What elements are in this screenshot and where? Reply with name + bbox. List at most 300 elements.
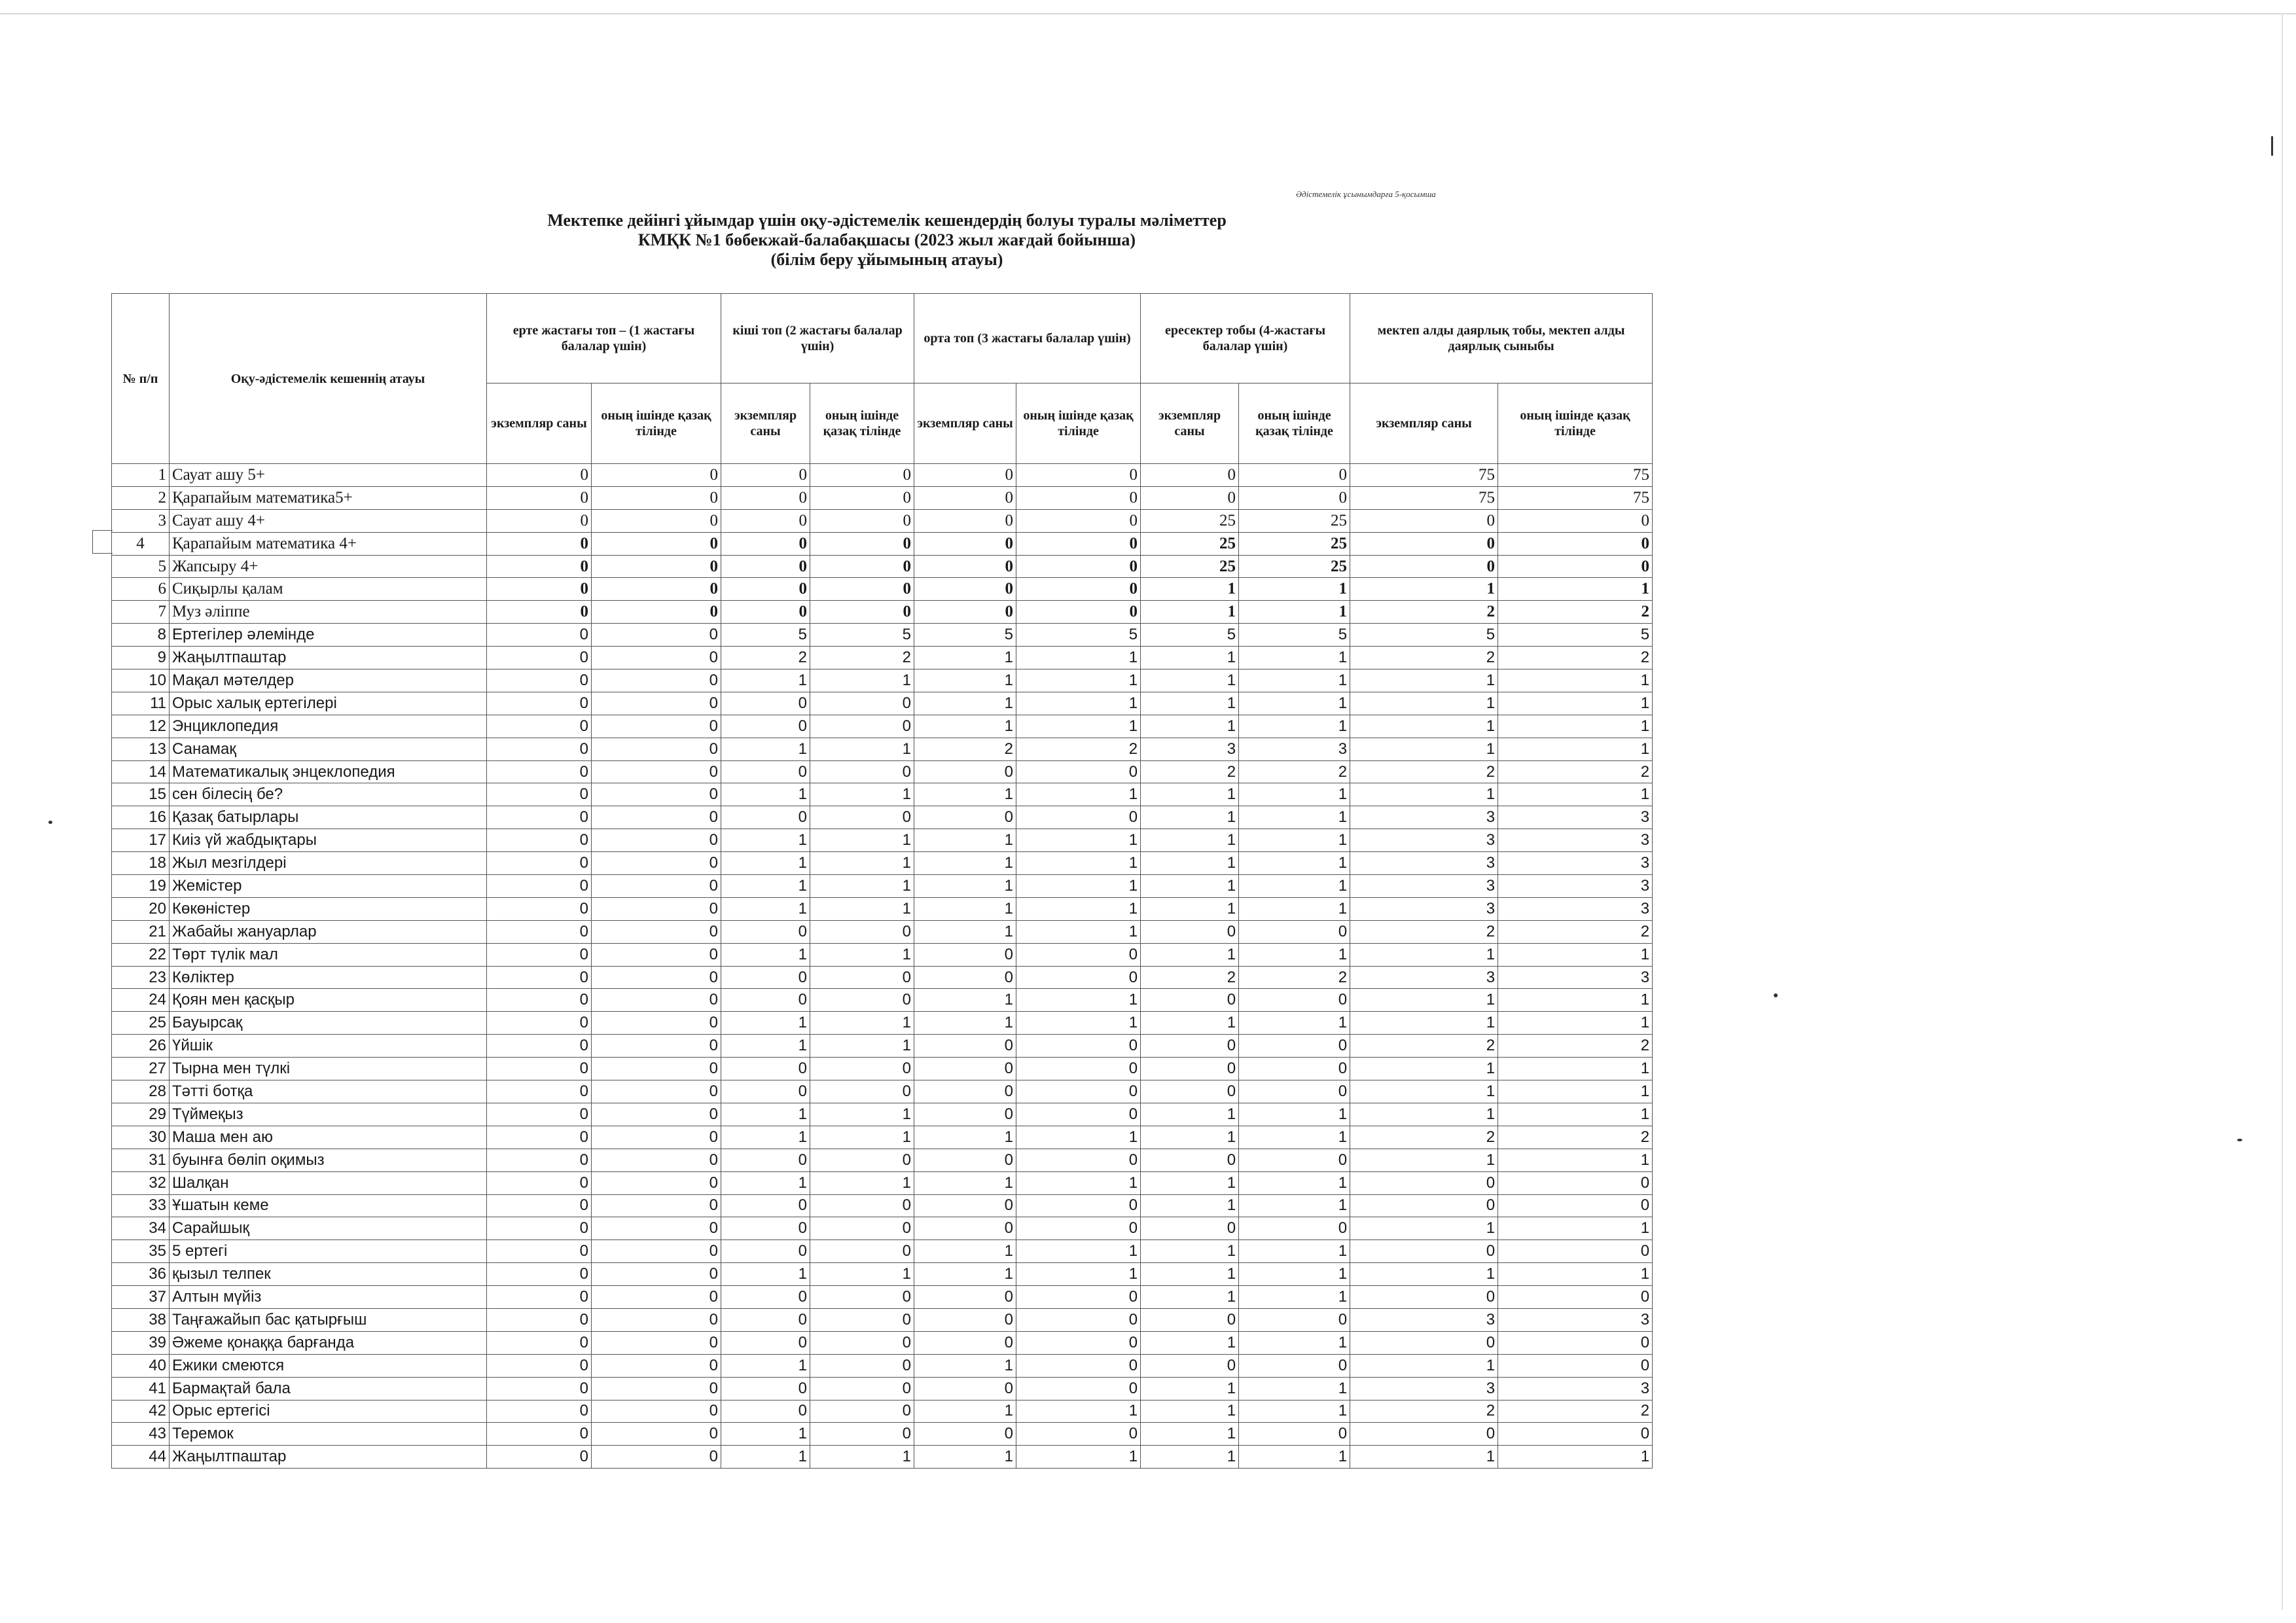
copies-count: 1 — [1141, 852, 1239, 875]
kit-name: Көкөністер — [170, 897, 487, 920]
row-number: 17 — [112, 829, 170, 852]
table-row — [112, 669, 1653, 692]
kazakh-copies-count: 0 — [1016, 464, 1141, 487]
subheader-copies: экземпляр саны — [1141, 383, 1239, 464]
kit-name: Жемістер — [170, 875, 487, 898]
copies-count: 0 — [487, 829, 592, 852]
copies-count: 0 — [487, 1263, 592, 1286]
kazakh-copies-count: 1 — [1239, 1126, 1350, 1149]
kit-name: Жапсыру 4+ — [170, 555, 487, 578]
kazakh-copies-count: 3 — [1498, 897, 1653, 920]
kazakh-copies-count: 1 — [810, 1012, 914, 1035]
kazakh-copies-count: 0 — [1016, 1149, 1141, 1171]
kazakh-copies-count: 1 — [1016, 1446, 1141, 1469]
copies-count: 0 — [1141, 1308, 1239, 1331]
copies-count: 1 — [1350, 1217, 1498, 1240]
kit-name: Орыс ертегісі — [170, 1400, 487, 1423]
copies-count: 0 — [487, 601, 592, 624]
kazakh-copies-count: 0 — [810, 1149, 914, 1171]
copies-count: 0 — [487, 1308, 592, 1331]
copies-count: 0 — [914, 1103, 1016, 1126]
kazakh-copies-count: 0 — [592, 738, 721, 760]
row-number: 26 — [112, 1035, 170, 1058]
kazakh-copies-count: 1 — [1498, 783, 1653, 806]
copies-count: 0 — [1350, 1171, 1498, 1194]
kazakh-copies-count: 2 — [1498, 920, 1653, 943]
copies-count: 0 — [1141, 1217, 1239, 1240]
copies-count: 1 — [1350, 943, 1498, 966]
copies-count: 1 — [721, 1423, 810, 1446]
kazakh-copies-count: 1 — [1498, 1217, 1653, 1240]
row-number: 9 — [112, 647, 170, 669]
subheader-copies: экземпляр саны — [487, 383, 592, 464]
copies-count: 5 — [1350, 624, 1498, 647]
table-row — [112, 601, 1653, 624]
copies-count: 1 — [1350, 1080, 1498, 1103]
row-number: 3 — [112, 509, 170, 532]
table-row — [112, 1217, 1653, 1240]
copies-count: 0 — [1141, 486, 1239, 509]
kazakh-copies-count: 3 — [1498, 1377, 1653, 1400]
kit-name: Сарайшық — [170, 1217, 487, 1240]
table-row — [112, 1240, 1653, 1263]
kazakh-copies-count: 1 — [1239, 875, 1350, 898]
copies-count: 1 — [721, 1171, 810, 1194]
kazakh-copies-count: 0 — [1498, 1331, 1653, 1354]
kazakh-copies-count: 2 — [1239, 966, 1350, 989]
copies-count: 1 — [721, 1035, 810, 1058]
copies-count: 1 — [1141, 1400, 1239, 1423]
copies-count: 1 — [914, 1446, 1016, 1469]
kazakh-copies-count: 0 — [1016, 1308, 1141, 1331]
copies-count: 3 — [1350, 966, 1498, 989]
copies-count: 0 — [1141, 1058, 1239, 1080]
row-number: 15 — [112, 783, 170, 806]
copies-count: 0 — [721, 1080, 810, 1103]
kazakh-copies-count: 0 — [592, 1286, 721, 1309]
copies-count: 0 — [487, 1149, 592, 1171]
kazakh-copies-count: 0 — [592, 1263, 721, 1286]
copies-count: 0 — [914, 464, 1016, 487]
copies-count: 1 — [1350, 715, 1498, 738]
kazakh-copies-count: 1 — [1239, 897, 1350, 920]
kazakh-copies-count: 1 — [1016, 1240, 1141, 1263]
kazakh-copies-count: 25 — [1239, 509, 1350, 532]
copies-count: 1 — [1350, 1058, 1498, 1080]
table-row — [112, 1331, 1653, 1354]
row-number: 23 — [112, 966, 170, 989]
kazakh-copies-count: 2 — [1498, 601, 1653, 624]
copies-count: 3 — [1350, 852, 1498, 875]
copies-count: 1 — [1141, 1331, 1239, 1354]
kazakh-copies-count: 0 — [810, 760, 914, 783]
copies-count: 0 — [721, 509, 810, 532]
copies-count: 0 — [914, 1058, 1016, 1080]
kazakh-copies-count: 0 — [810, 509, 914, 532]
kazakh-copies-count: 0 — [1016, 509, 1141, 532]
copies-count: 0 — [487, 1423, 592, 1446]
row-number: 37 — [112, 1286, 170, 1309]
kazakh-copies-count: 0 — [592, 966, 721, 989]
copies-count: 0 — [914, 555, 1016, 578]
kazakh-copies-count: 1 — [1239, 1331, 1350, 1354]
kazakh-copies-count: 3 — [1498, 966, 1653, 989]
kazakh-copies-count: 0 — [592, 1377, 721, 1400]
subheader-copies: экземпляр саны — [721, 383, 810, 464]
copies-count: 0 — [487, 555, 592, 578]
kazakh-copies-count: 1 — [1498, 1080, 1653, 1103]
copies-count: 1 — [1141, 647, 1239, 669]
kazakh-copies-count: 0 — [592, 1400, 721, 1423]
kazakh-copies-count: 0 — [592, 601, 721, 624]
kazakh-copies-count: 1 — [1239, 1286, 1350, 1309]
copies-count: 2 — [1141, 966, 1239, 989]
copies-count: 0 — [487, 1377, 592, 1400]
scan-edge-top — [0, 13, 2296, 14]
kazakh-copies-count: 0 — [1239, 1080, 1350, 1103]
copies-count: 1 — [721, 1354, 810, 1377]
copies-count: 0 — [914, 578, 1016, 601]
kazakh-copies-count: 0 — [1016, 578, 1141, 601]
subheader-kazakh: оның ішінде қазақ тілінде — [1498, 383, 1653, 464]
kazakh-copies-count: 0 — [1016, 1217, 1141, 1240]
row-number: 16 — [112, 806, 170, 829]
table-row — [112, 1012, 1653, 1035]
kit-name: Жаңылтпаштар — [170, 1446, 487, 1469]
kazakh-copies-count: 5 — [1016, 624, 1141, 647]
kazakh-copies-count: 0 — [1239, 1308, 1350, 1331]
kazakh-copies-count: 1 — [1239, 806, 1350, 829]
copies-count: 0 — [487, 692, 592, 715]
kazakh-copies-count: 1 — [1016, 1263, 1141, 1286]
table-row — [112, 920, 1653, 943]
copies-count: 0 — [721, 806, 810, 829]
copies-count: 3 — [1350, 897, 1498, 920]
kazakh-copies-count: 0 — [1016, 1377, 1141, 1400]
kazakh-copies-count: 0 — [592, 852, 721, 875]
kazakh-copies-count: 0 — [592, 806, 721, 829]
copies-count: 0 — [914, 1308, 1016, 1331]
kazakh-copies-count: 0 — [592, 783, 721, 806]
kazakh-copies-count: 0 — [1498, 1354, 1653, 1377]
kazakh-copies-count: 0 — [810, 1286, 914, 1309]
kazakh-copies-count: 0 — [592, 1194, 721, 1217]
row-number: 39 — [112, 1331, 170, 1354]
kit-name: сен білесің бе? — [170, 783, 487, 806]
kazakh-copies-count: 0 — [592, 647, 721, 669]
kazakh-copies-count: 0 — [810, 806, 914, 829]
table-row — [112, 829, 1653, 852]
kazakh-copies-count: 2 — [1498, 1126, 1653, 1149]
subheader-kazakh: оның ішінде қазақ тілінде — [592, 383, 721, 464]
kazakh-copies-count: 0 — [592, 989, 721, 1012]
copies-count: 1 — [721, 738, 810, 760]
kazakh-copies-count: 0 — [810, 486, 914, 509]
scan-speck — [1774, 993, 1778, 997]
kazakh-copies-count: 0 — [810, 464, 914, 487]
copies-count: 0 — [721, 1217, 810, 1240]
kazakh-copies-count: 1 — [1498, 1263, 1653, 1286]
row-number: 21 — [112, 920, 170, 943]
copies-count: 2 — [1350, 1035, 1498, 1058]
table-row — [112, 806, 1653, 829]
row-number: 32 — [112, 1171, 170, 1194]
kazakh-copies-count: 0 — [592, 1217, 721, 1240]
copies-count: 1 — [914, 647, 1016, 669]
copies-count: 1 — [914, 1263, 1016, 1286]
kazakh-copies-count: 0 — [810, 920, 914, 943]
copies-count: 1 — [914, 783, 1016, 806]
kazakh-copies-count: 2 — [810, 647, 914, 669]
appendix-note: Әдістемелік ұсынымдарға 5-қосымша — [1296, 189, 1436, 199]
table-row — [112, 1058, 1653, 1080]
copies-count: 1 — [1350, 1149, 1498, 1171]
kit-name: Ертегілер әлемінде — [170, 624, 487, 647]
scan-speck — [48, 821, 52, 824]
copies-count: 1 — [914, 669, 1016, 692]
table-row — [112, 1171, 1653, 1194]
kazakh-copies-count: 0 — [810, 1217, 914, 1240]
copies-count: 1 — [914, 692, 1016, 715]
copies-count: 1 — [914, 875, 1016, 898]
copies-count: 0 — [914, 943, 1016, 966]
copies-count: 0 — [487, 738, 592, 760]
kazakh-copies-count: 3 — [1498, 829, 1653, 852]
kazakh-copies-count: 1 — [810, 1446, 914, 1469]
kazakh-copies-count: 5 — [810, 624, 914, 647]
copies-count: 0 — [914, 1377, 1016, 1400]
copies-count: 1 — [721, 1012, 810, 1035]
copies-count: 0 — [487, 1217, 592, 1240]
copies-count: 0 — [914, 1149, 1016, 1171]
table-row — [112, 1080, 1653, 1103]
kazakh-copies-count: 0 — [1016, 1286, 1141, 1309]
kazakh-copies-count: 1 — [1239, 692, 1350, 715]
copies-count: 0 — [487, 897, 592, 920]
copies-count: 1 — [1141, 1423, 1239, 1446]
kit-name: Төрт түлік мал — [170, 943, 487, 966]
table-row — [112, 1194, 1653, 1217]
kazakh-copies-count: 0 — [592, 1126, 721, 1149]
kazakh-copies-count: 0 — [1016, 1080, 1141, 1103]
kazakh-copies-count: 0 — [1498, 1240, 1653, 1263]
kazakh-copies-count: 1 — [1016, 1012, 1141, 1035]
table-row — [112, 692, 1653, 715]
row-number: 44 — [112, 1446, 170, 1469]
kazakh-copies-count: 0 — [1498, 509, 1653, 532]
kazakh-copies-count: 0 — [810, 601, 914, 624]
copies-count: 1 — [914, 852, 1016, 875]
copies-count: 0 — [1350, 532, 1498, 555]
header-group-early: ерте жастағы топ – (1 жастағы балалар үшін) — [487, 294, 721, 383]
kazakh-copies-count: 0 — [592, 1331, 721, 1354]
copies-count: 0 — [1350, 1423, 1498, 1446]
table-row — [112, 852, 1653, 875]
row-number: 19 — [112, 875, 170, 898]
copies-count: 1 — [721, 1103, 810, 1126]
copies-count: 0 — [487, 1126, 592, 1149]
kazakh-copies-count: 0 — [592, 1035, 721, 1058]
copies-count: 1 — [914, 897, 1016, 920]
row-number: 8 — [112, 624, 170, 647]
row-number: 41 — [112, 1377, 170, 1400]
kit-name: Жабайы жануарлар — [170, 920, 487, 943]
copies-count: 5 — [1141, 624, 1239, 647]
kazakh-copies-count: 1 — [810, 829, 914, 852]
table-row — [112, 624, 1653, 647]
copies-count: 1 — [1141, 1263, 1239, 1286]
copies-count: 1 — [1350, 1103, 1498, 1126]
row-number: 34 — [112, 1217, 170, 1240]
kazakh-copies-count: 0 — [592, 943, 721, 966]
kazakh-copies-count: 5 — [1239, 624, 1350, 647]
kit-name: Жыл мезгілдері — [170, 852, 487, 875]
copies-count: 0 — [914, 1331, 1016, 1354]
copies-count: 1 — [721, 897, 810, 920]
row-number: 42 — [112, 1400, 170, 1423]
copies-count: 0 — [487, 989, 592, 1012]
header-no: № п/п — [112, 294, 170, 464]
kit-name: Тырна мен түлкі — [170, 1058, 487, 1080]
kazakh-copies-count: 3 — [1498, 806, 1653, 829]
table-row — [112, 555, 1653, 578]
kazakh-copies-count: 0 — [1016, 1354, 1141, 1377]
copies-count: 0 — [487, 852, 592, 875]
copies-count: 0 — [721, 1400, 810, 1423]
kazakh-copies-count: 1 — [810, 783, 914, 806]
row-number: 38 — [112, 1308, 170, 1331]
copies-count: 0 — [721, 578, 810, 601]
kazakh-copies-count: 1 — [1239, 1240, 1350, 1263]
kazakh-copies-count: 1 — [1239, 715, 1350, 738]
copies-count: 0 — [721, 715, 810, 738]
copies-count: 1 — [1141, 601, 1239, 624]
kazakh-copies-count: 0 — [1239, 1354, 1350, 1377]
kazakh-copies-count: 0 — [592, 1058, 721, 1080]
copies-count: 2 — [1350, 1126, 1498, 1149]
kazakh-copies-count: 0 — [1239, 989, 1350, 1012]
kit-name: Маша мен аю — [170, 1126, 487, 1149]
kazakh-copies-count: 25 — [1239, 532, 1350, 555]
subheader-copies: экземпляр саны — [1350, 383, 1498, 464]
kazakh-copies-count: 0 — [1239, 464, 1350, 487]
kazakh-copies-count: 0 — [1016, 1423, 1141, 1446]
row-number: 6 — [112, 578, 170, 601]
kazakh-copies-count: 1 — [810, 738, 914, 760]
copies-count: 0 — [721, 692, 810, 715]
copies-count: 0 — [487, 1354, 592, 1377]
row-number: 4 — [112, 532, 170, 555]
kazakh-copies-count: 1 — [1016, 647, 1141, 669]
kazakh-copies-count: 0 — [810, 966, 914, 989]
copies-count: 0 — [1141, 1035, 1239, 1058]
kazakh-copies-count: 0 — [592, 1012, 721, 1035]
kazakh-copies-count: 1 — [810, 669, 914, 692]
kit-name: Таңғажайып бас қатырғыш — [170, 1308, 487, 1331]
copies-count: 0 — [487, 1080, 592, 1103]
copies-count: 0 — [487, 783, 592, 806]
kazakh-copies-count: 3 — [1498, 852, 1653, 875]
copies-count: 0 — [487, 1058, 592, 1080]
table-row — [112, 1286, 1653, 1309]
copies-count: 1 — [1141, 692, 1239, 715]
copies-count: 0 — [487, 760, 592, 783]
copies-count: 0 — [721, 760, 810, 783]
kazakh-copies-count: 1 — [1239, 1377, 1350, 1400]
kazakh-copies-count: 1 — [1016, 920, 1141, 943]
copies-count: 0 — [1350, 1331, 1498, 1354]
kazakh-copies-count: 1 — [1239, 1194, 1350, 1217]
copies-count: 0 — [487, 943, 592, 966]
kazakh-copies-count: 1 — [1016, 875, 1141, 898]
kazakh-copies-count: 1 — [1016, 1400, 1141, 1423]
copies-count: 2 — [914, 738, 1016, 760]
kazakh-copies-count: 1 — [1239, 852, 1350, 875]
row-4-margin-marker — [92, 530, 113, 554]
kazakh-copies-count: 0 — [592, 875, 721, 898]
copies-count: 25 — [1141, 532, 1239, 555]
copies-count: 0 — [487, 1012, 592, 1035]
kazakh-copies-count: 0 — [592, 624, 721, 647]
kazakh-copies-count: 0 — [592, 920, 721, 943]
kazakh-copies-count: 0 — [1016, 1331, 1141, 1354]
copies-count: 1 — [721, 1263, 810, 1286]
kazakh-copies-count: 1 — [1498, 669, 1653, 692]
kazakh-copies-count: 0 — [592, 532, 721, 555]
kazakh-copies-count: 1 — [1498, 989, 1653, 1012]
scan-edge-right — [2282, 13, 2283, 1610]
copies-count: 0 — [721, 1308, 810, 1331]
kazakh-copies-count: 1 — [1498, 943, 1653, 966]
kit-name: Теремок — [170, 1423, 487, 1446]
table-row — [112, 715, 1653, 738]
kazakh-copies-count: 3 — [1498, 875, 1653, 898]
kazakh-copies-count: 0 — [1016, 966, 1141, 989]
kazakh-copies-count: 0 — [1016, 555, 1141, 578]
copies-count: 1 — [1141, 875, 1239, 898]
subheader-copies: экземпляр саны — [914, 383, 1016, 464]
copies-count: 0 — [487, 1171, 592, 1194]
copies-count: 0 — [914, 532, 1016, 555]
copies-count: 1 — [721, 829, 810, 852]
copies-count: 1 — [1350, 669, 1498, 692]
copies-count: 1 — [1141, 669, 1239, 692]
table-row — [112, 783, 1653, 806]
copies-count: 3 — [1350, 806, 1498, 829]
copies-count: 1 — [1141, 783, 1239, 806]
copies-count: 0 — [487, 1240, 592, 1263]
row-number: 12 — [112, 715, 170, 738]
table-row — [112, 1103, 1653, 1126]
kit-name: Алтын мүйіз — [170, 1286, 487, 1309]
kazakh-copies-count: 0 — [810, 715, 914, 738]
kazakh-copies-count: 0 — [1239, 1035, 1350, 1058]
table-row — [112, 647, 1653, 669]
copies-count: 0 — [721, 1286, 810, 1309]
kit-name: Сиқырлы қалам — [170, 578, 487, 601]
copies-count: 1 — [1141, 897, 1239, 920]
kazakh-copies-count: 0 — [1239, 1423, 1350, 1446]
kazakh-copies-count: 0 — [810, 1331, 914, 1354]
kit-name: Қоян мен қасқыр — [170, 989, 487, 1012]
title-line-3: (білім беру ұйымының атауы) — [770, 250, 1003, 269]
table-row — [112, 486, 1653, 509]
copies-count: 0 — [487, 464, 592, 487]
row-number: 1 — [112, 464, 170, 487]
header-row-groups — [112, 294, 1653, 383]
kit-name: Математикалық энцеклопедия — [170, 760, 487, 783]
kazakh-copies-count: 2 — [1498, 760, 1653, 783]
